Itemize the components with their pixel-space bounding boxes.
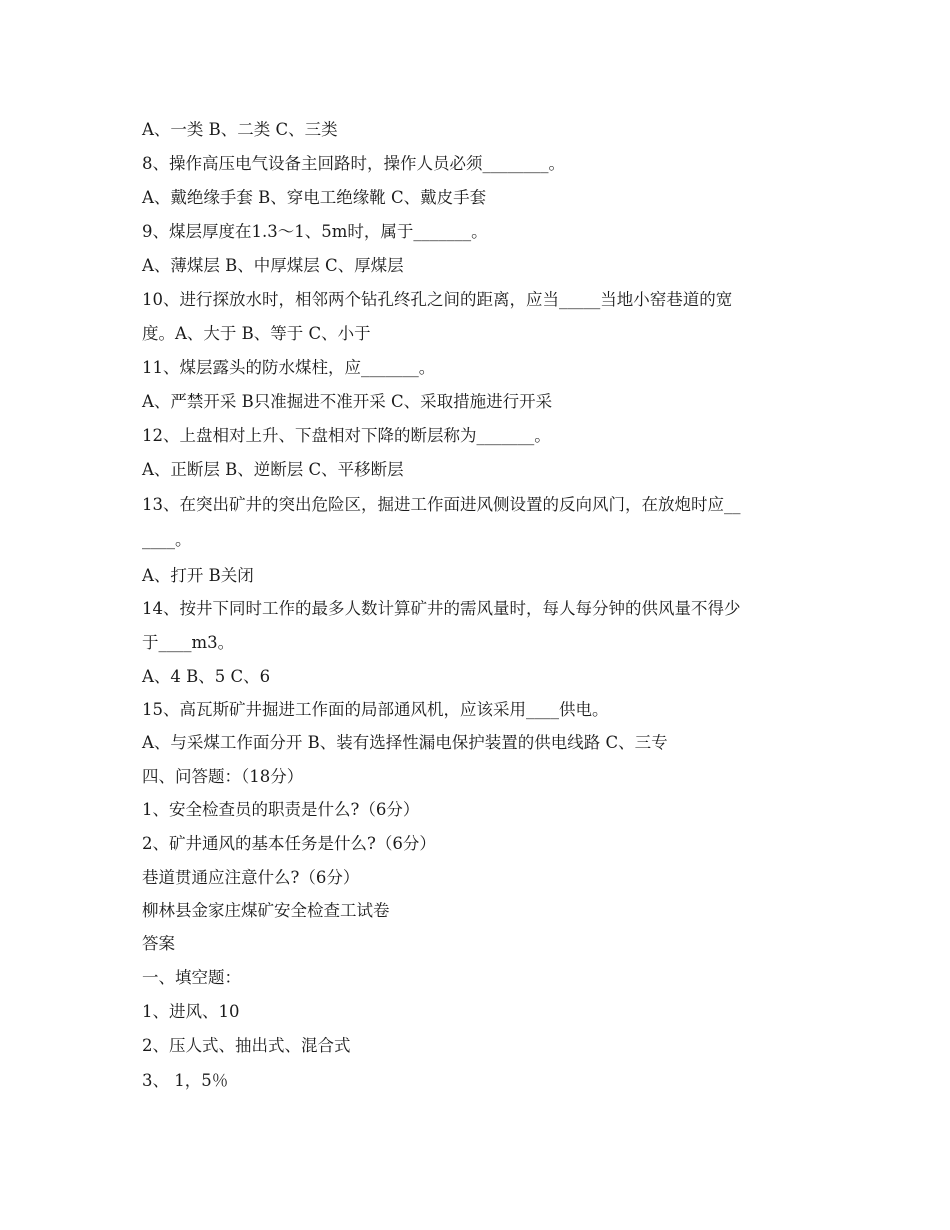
text-line: 13、在突出矿井的突出危险区，掘进工作面进风侧设置的反向风门，在放炮时应__: [142, 495, 741, 514]
text-line: 11、煤层露头的防水煤柱，应_______。: [142, 358, 436, 377]
text-line: A、一类 B、二类 C、三类: [142, 120, 338, 139]
text-line: 3、 1，5％: [142, 1071, 229, 1090]
text-line: 2、矿井通风的基本任务是什么?（6分）: [142, 834, 436, 853]
text-line: 于____m3。: [142, 633, 235, 652]
text-line: 1、安全检查员的职责是什么?（6分）: [142, 800, 420, 819]
text-line: 14、按井下同时工作的最多人数计算矿井的需风量时，每人每分钟的供风量不得少: [142, 599, 741, 618]
text-line: 1、进风、10: [142, 1002, 240, 1021]
text-line: ____。: [142, 530, 192, 549]
text-line: A、严禁开采 B只准掘进不准开采 C、采取措施进行开采: [142, 392, 553, 411]
text-line: A、与采煤工作面分开 B、装有选择性漏电保护装置的供电线路 C、三专: [142, 733, 668, 752]
text-line: 9、煤层厚度在1.3～1、5m时，属于_______。: [142, 222, 488, 241]
text-line: 2、压人式、抽出式、混合式: [142, 1036, 351, 1055]
answers-heading: 答案: [142, 934, 175, 953]
text-line: A、薄煤层 B、中厚煤层 C、厚煤层: [142, 256, 404, 275]
document-title: 柳林县金家庄煤矿安全检查工试卷: [142, 901, 390, 920]
text-line: 8、操作高压电气设备主回路时，操作人员必须________。: [142, 154, 565, 173]
text-line: 度。A、大于 B、等于 C、小于: [142, 324, 371, 343]
section-heading: 一、填空题：: [142, 968, 241, 987]
text-line: A、4 B、5 C、6: [142, 667, 271, 686]
text-line: A、戴绝缘手套 B、穿电工绝缘靴 C、戴皮手套: [142, 188, 487, 207]
text-line: 15、高瓦斯矿井掘进工作面的局部通风机，应该采用____供电。: [142, 700, 609, 719]
text-line: A、打开 B关闭: [142, 566, 254, 585]
section-heading: 四、问答题：（18分）: [142, 767, 304, 786]
text-line: A、正断层 B、逆断层 C、平移断层: [142, 460, 404, 479]
text-line: 巷道贯通应注意什么?（6分）: [142, 868, 360, 887]
text-line: 12、上盘相对上升、下盘相对下降的断层称为_______。: [142, 426, 551, 445]
text-line: 10、进行探放水时，相邻两个钻孔终孔之间的距离，应当_____当地小窑巷道的宽: [142, 290, 733, 309]
